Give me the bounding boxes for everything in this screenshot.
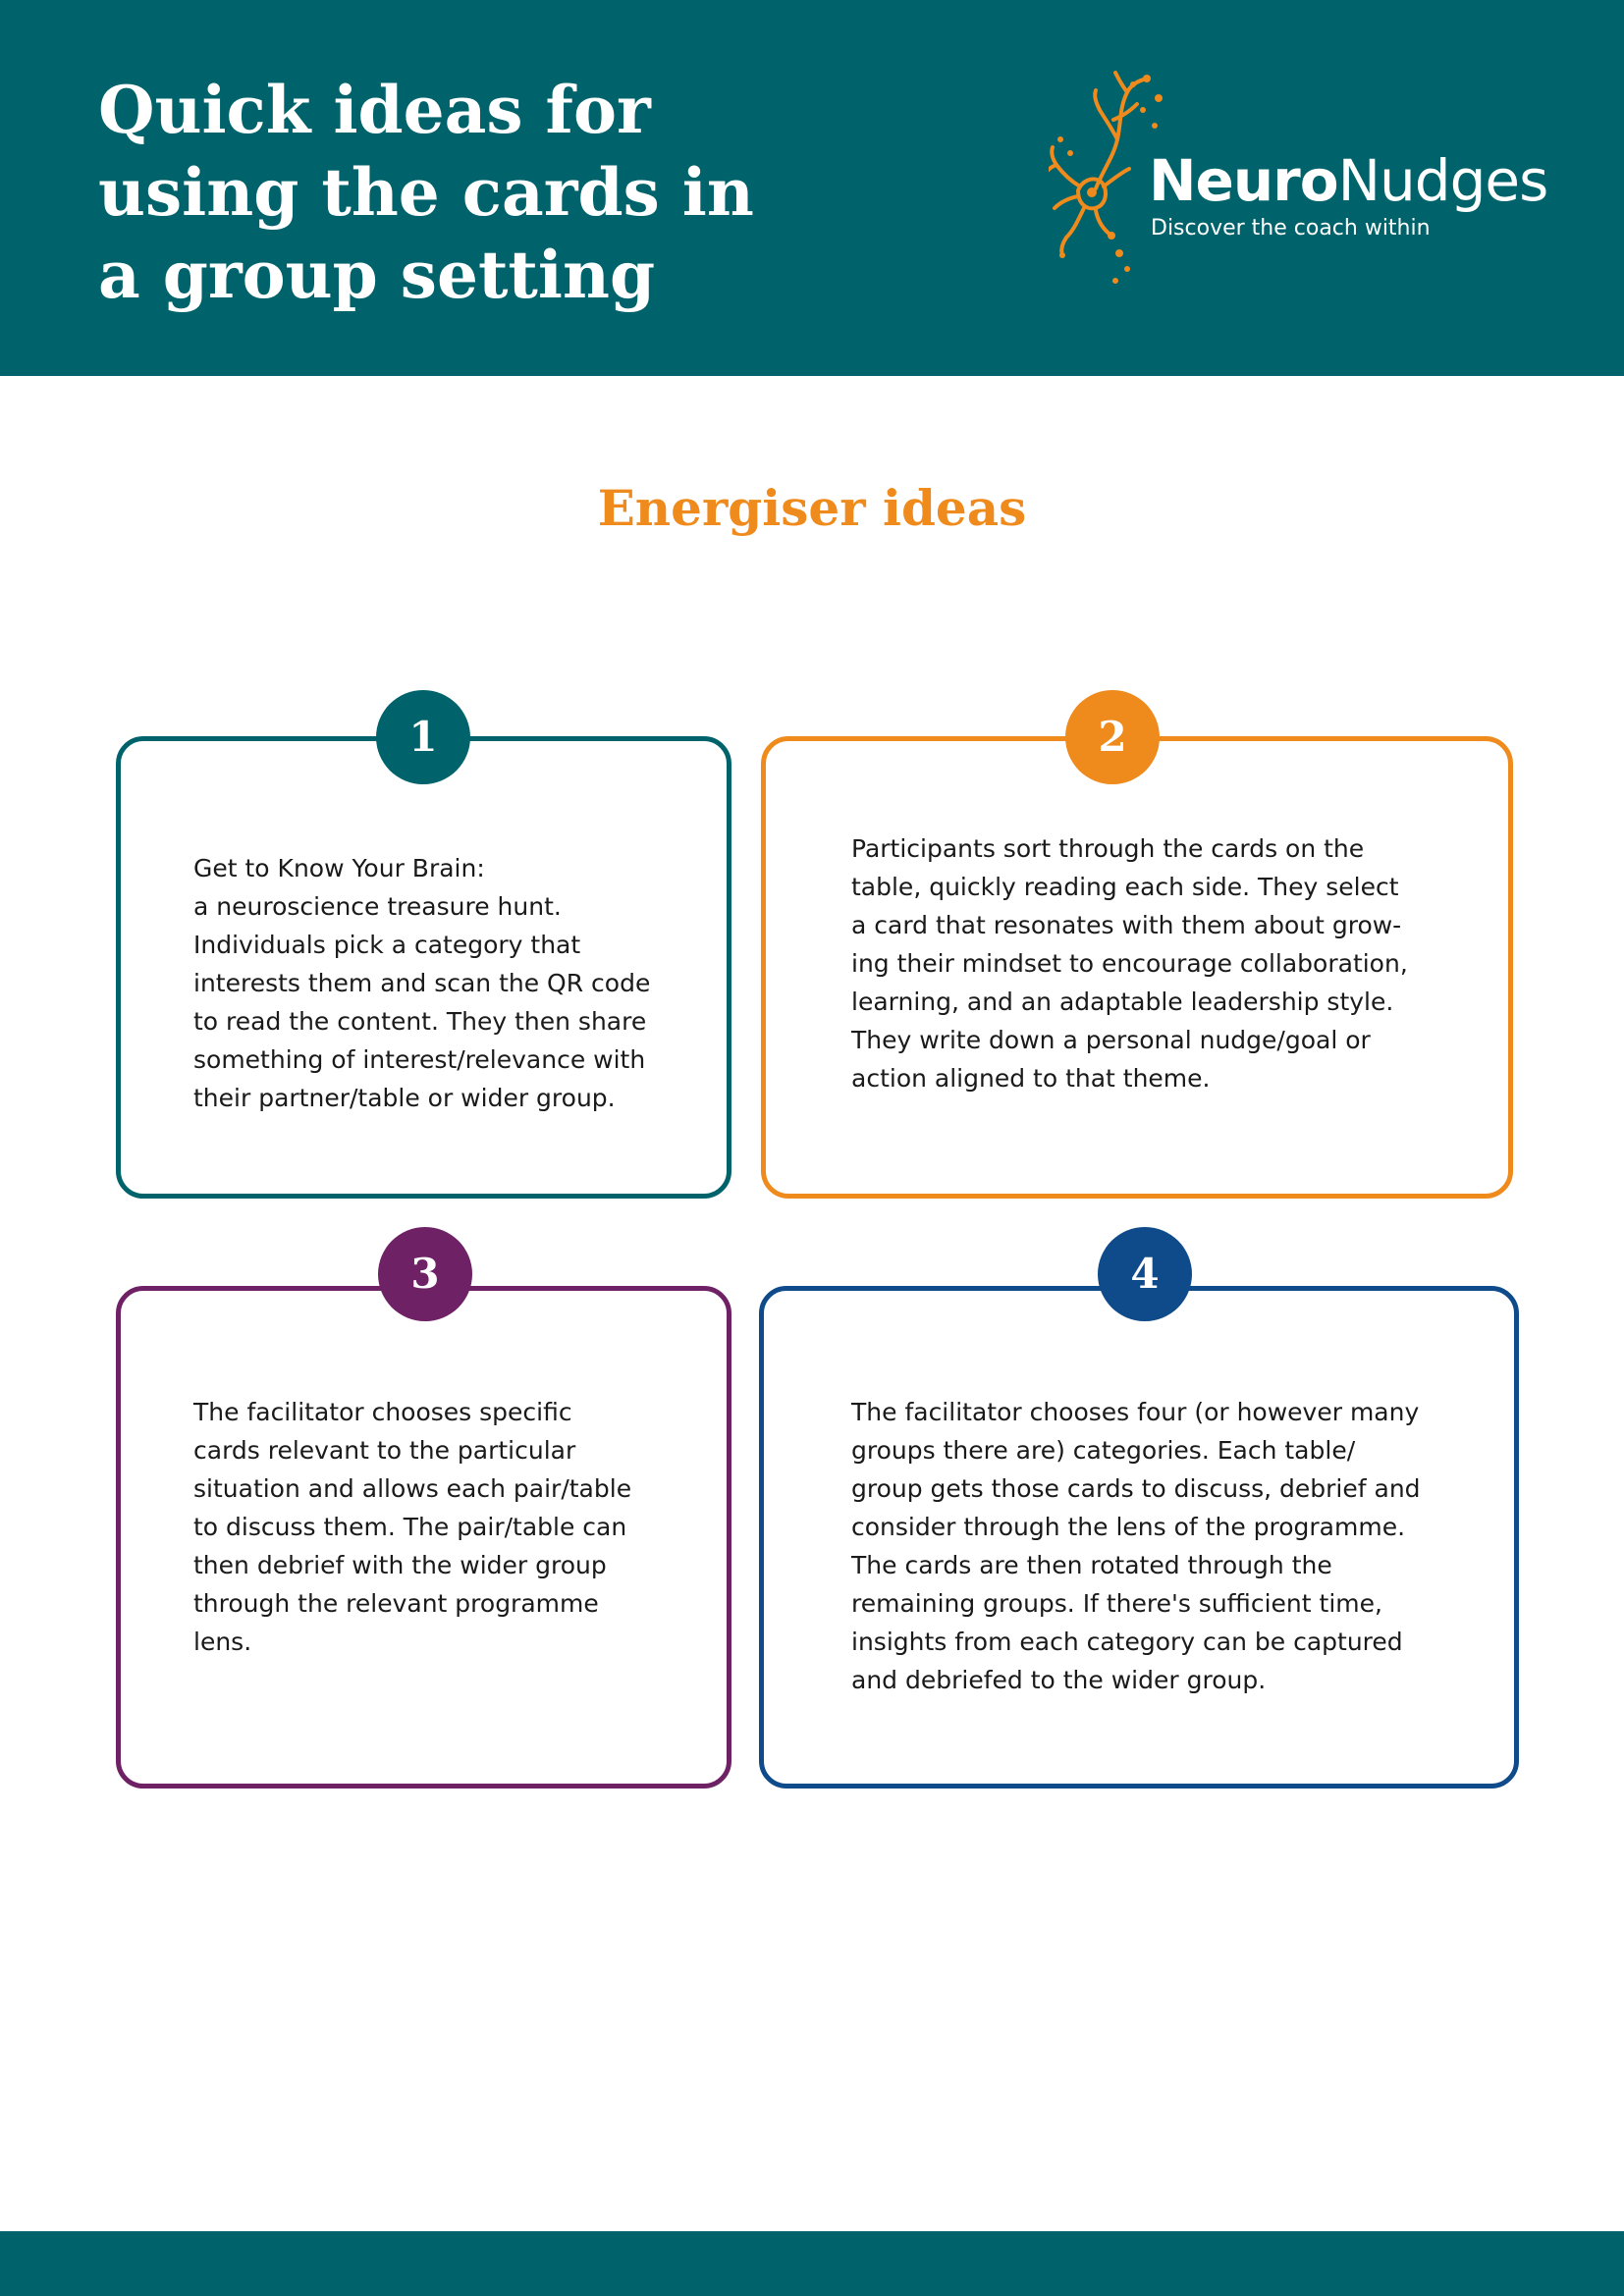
card-text-line: The facilitator chooses specific <box>193 1398 572 1426</box>
page-title-line: a group setting <box>98 237 656 313</box>
card-text-line: to discuss them. The pair/table can <box>193 1513 627 1541</box>
card-text-line: ing their mindset to encourage collaboration, <box>851 949 1408 978</box>
section-title: Energiser ideas <box>597 479 1027 537</box>
card-text-line: and debriefed to the wider group. <box>851 1666 1267 1694</box>
logo-wordmark-part: Nudges <box>1337 147 1548 214</box>
card-text-line: learning, and an adaptable leadership style. <box>851 988 1394 1016</box>
card-text-line: insights from each category can be captured <box>851 1628 1403 1656</box>
logo-wordmark-part: Neuro <box>1149 147 1338 214</box>
card-text <box>851 829 1408 1097</box>
card-text-line: a card that resonates with them about grow- <box>851 911 1402 939</box>
card-number-badge: 1 <box>376 690 470 784</box>
card-text-line: Participants sort through the cards on the <box>851 834 1365 863</box>
card-text-line: action aligned to that theme. <box>851 1064 1211 1093</box>
card-text-line: remaining groups. If there's sufficient time, <box>851 1589 1382 1618</box>
logo-wordmark <box>1149 149 1547 212</box>
page-title <box>98 69 785 316</box>
card-text <box>193 1393 631 1661</box>
card-text <box>851 1393 1421 1699</box>
page-title-line: using the cards in <box>98 154 754 231</box>
card-text-line: something of interest/relevance with <box>193 1045 646 1074</box>
card-text-line: through the relevant programme <box>193 1589 599 1618</box>
card-text-line: Individuals pick a category that <box>193 931 581 959</box>
card-number-badge: 2 <box>1065 690 1160 784</box>
card-text-line: lens. <box>193 1628 252 1656</box>
card-text <box>193 849 650 1117</box>
header-banner <box>0 0 1624 376</box>
logo-tagline: Discover the coach within <box>1151 216 1431 240</box>
card-number-badge: 4 <box>1098 1227 1192 1321</box>
card-text-line: The facilitator chooses four (or however many <box>851 1398 1420 1426</box>
page-title-line: Quick ideas for <box>98 72 651 148</box>
card-text-line: table, quickly reading each side. They select <box>851 873 1399 901</box>
card-text-line: situation and allows each pair/table <box>193 1474 632 1503</box>
card-text-line: a neuroscience treasure hunt. <box>193 892 562 921</box>
card-text-line: group gets those cards to discuss, debrief and <box>851 1474 1421 1503</box>
card-text-line: groups there are) categories. Each table/ <box>851 1436 1356 1465</box>
card-text-line: then debrief with the wider group <box>193 1551 607 1579</box>
card-text-line: They write down a personal nudge/goal or <box>851 1026 1371 1054</box>
card-text-line: their partner/table or wider group. <box>193 1084 616 1112</box>
card-text-line: consider through the lens of the programme. <box>851 1513 1406 1541</box>
card-text-line: Get to Know Your Brain: <box>193 854 485 882</box>
card-text-line: interests them and scan the QR code <box>193 969 651 997</box>
card-text-line: The cards are then rotated through the <box>851 1551 1332 1579</box>
card-number-badge: 3 <box>378 1227 472 1321</box>
card-text-line: cards relevant to the particular <box>193 1436 576 1465</box>
card-text-line: to read the content. They then share <box>193 1007 647 1036</box>
neuronudges-logo <box>1049 71 1559 296</box>
footer-band <box>0 2231 1624 2296</box>
